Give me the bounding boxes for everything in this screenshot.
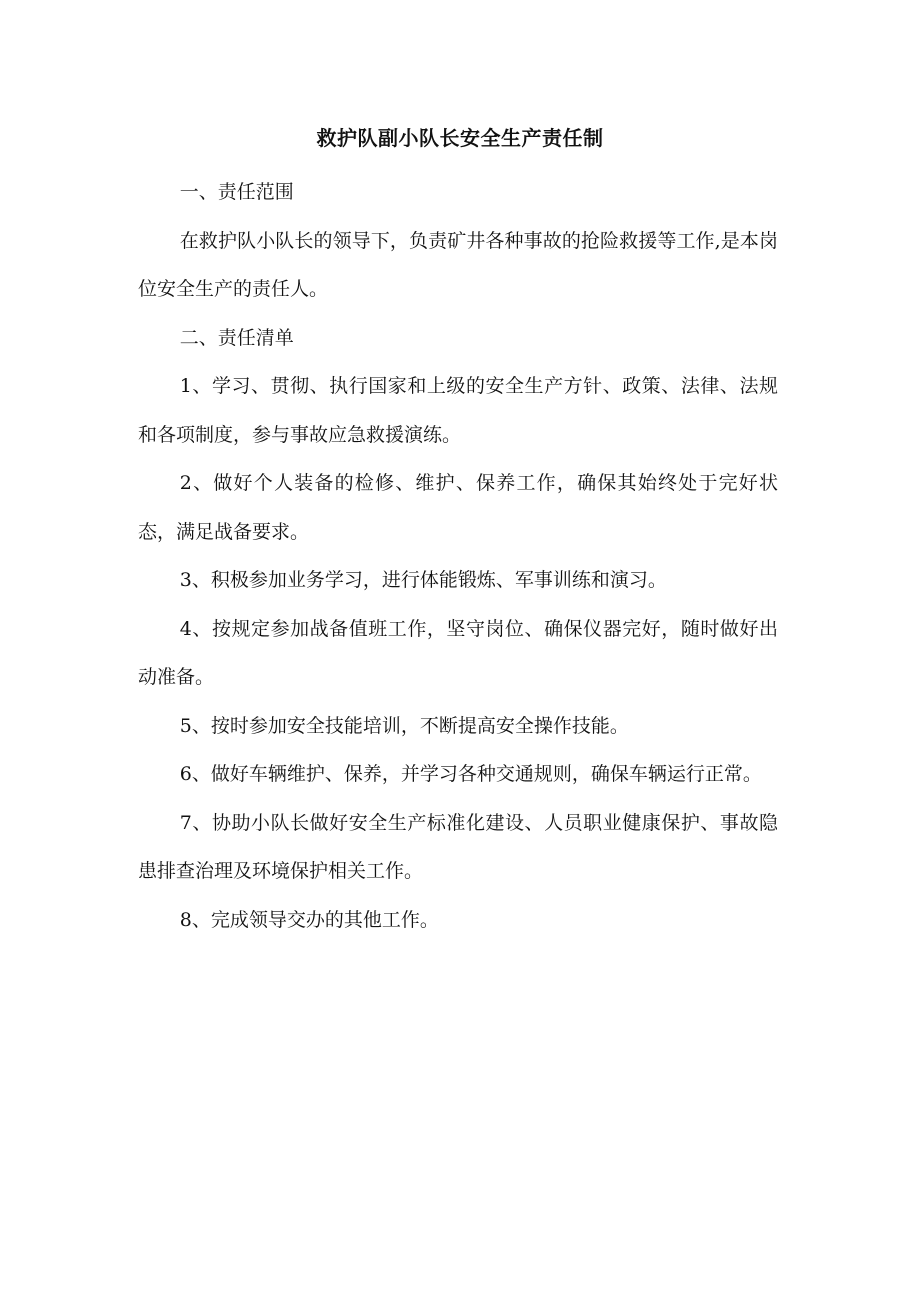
list-item: 8、完成领导交办的其他工作。: [179, 908, 439, 931]
section-heading-list: 二、责任清单: [179, 326, 294, 349]
list-item: 7、协助小队长做好安全生产标准化建设、人员职业健康保护、事故隐患排查治理及环境保护相关工作。: [138, 811, 778, 882]
document-title: 救护队副小队长安全生产责任制: [316, 126, 604, 150]
section-heading-scope: 一、责任范围: [179, 181, 294, 203]
list-item: 1、学习、贯彻、执行国家和上级的安全生产方针、政策、法律、法规和各项制度，参与事故应急救援演练。: [138, 375, 778, 446]
list-item: 5、按时参加安全技能培训，不断提高安全操作技能。: [179, 714, 629, 737]
list-item: 2、做好个人装备的检修、维护、保养工作，确保其始终处于完好状态，满足战备要求。: [138, 472, 778, 543]
list-item: 6、做好车辆维护、保养，并学习各种交通规则，确保车辆运行正常。: [179, 763, 762, 785]
document-body: [138, 168, 778, 944]
list-item: 3、积极参加业务学习，进行体能锻炼、军事训练和演习。: [179, 569, 667, 591]
scope-paragraph: 在救护队小队长的领导下，负责矿井各种事故的抢险救援等工作,是本岗位安全生产的责任人。: [138, 229, 778, 300]
list-item: 4、按规定参加战备值班工作，坚守岗位、确保仪器完好，随时做好出动准备。: [138, 617, 778, 688]
